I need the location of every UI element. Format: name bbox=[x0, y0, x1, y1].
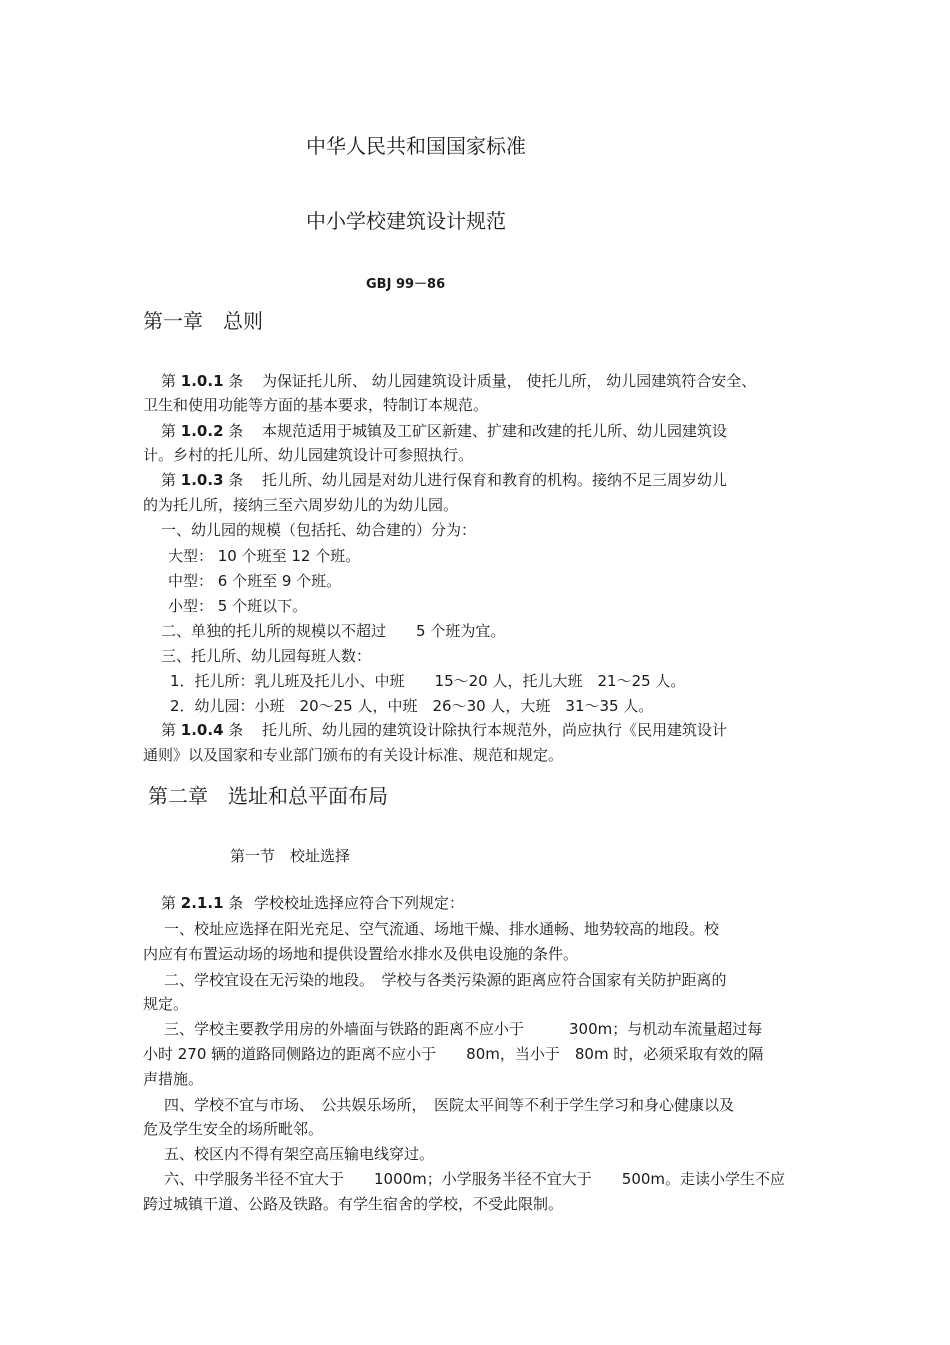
article-number: 2.1.1 bbox=[180, 894, 224, 912]
article-suffix: 条 bbox=[228, 894, 244, 912]
chapter-1-heading: 第一章 总则 bbox=[143, 309, 263, 333]
list-item: 五、校区内不得有架空高压输电线穿过。 bbox=[164, 1145, 435, 1163]
article-text-line: 卫生和使用功能等方面的基本要求，特制订本规范。 bbox=[143, 396, 489, 414]
article-suffix: 条 bbox=[228, 721, 244, 739]
list-item-continuation: 小时 270 辆的道路同侧路边的距离不应小于 80m，当小于 80m 时，必须采取有效的隔 bbox=[143, 1045, 764, 1063]
article-prefix: 第 bbox=[161, 721, 177, 739]
list-item: 二、单独的托儿所的规模以不超过 5 个班为宜。 bbox=[161, 622, 506, 640]
list-item-continuation: 跨过城镇干道、公路及铁路。有学生宿舍的学校，不受此限制。 bbox=[143, 1195, 564, 1213]
chapter-2-heading: 第二章 选址和总平面布局 bbox=[148, 784, 388, 808]
article-1-0-3 bbox=[161, 469, 243, 490]
section-heading: 第一节 校址选择 bbox=[230, 847, 351, 865]
article-1-0-2 bbox=[161, 420, 243, 441]
article-2-1-1 bbox=[161, 892, 243, 913]
article-text-line: 的为托儿所，接纳三至六周岁幼儿的为幼儿园。 bbox=[143, 496, 459, 514]
article-text-line: 计。乡村的托儿所、幼儿园建筑设计可参照执行。 bbox=[143, 446, 474, 464]
document-title: 中小学校建筑设计规范 bbox=[306, 209, 506, 233]
list-item: 一、校址应选择在阳光充足、空气流通、场地干燥、排水通畅、地势较高的地段。校 bbox=[164, 920, 720, 938]
list-item: 三、托儿所、幼儿园每班人数： bbox=[161, 647, 372, 665]
article-prefix: 第 bbox=[161, 471, 177, 489]
article-suffix: 条 bbox=[228, 422, 244, 440]
article-1-0-1 bbox=[161, 370, 243, 391]
list-item-continuation: 内应有布置运动场的场地和提供设置给水排水及供电设施的条件。 bbox=[143, 945, 579, 963]
article-number: 1.0.4 bbox=[180, 721, 224, 739]
article-text-line: 为保证托儿所、 幼儿园建筑设计质量， 使托儿所， 幼儿园建筑符合安全、 bbox=[262, 372, 757, 390]
article-number: 1.0.3 bbox=[180, 471, 224, 489]
article-suffix: 条 bbox=[228, 471, 244, 489]
article-text-line: 学校校址选择应符合下列规定： bbox=[254, 894, 465, 912]
list-item-continuation: 声措施。 bbox=[143, 1070, 204, 1088]
article-prefix: 第 bbox=[161, 422, 177, 440]
list-item: 大型： 10 个班至 12 个班。 bbox=[168, 547, 361, 565]
article-suffix: 条 bbox=[228, 372, 244, 390]
article-number: 1.0.1 bbox=[180, 372, 224, 390]
list-item-continuation: 规定。 bbox=[143, 995, 189, 1013]
list-item: 二、学校宜设在无污染的地段。 学校与各类污染源的距离应符合国家有关防护距离的 bbox=[164, 971, 727, 989]
article-prefix: 第 bbox=[161, 372, 177, 390]
list-item: 三、学校主要教学用房的外墙面与铁路的距离不应小于 300m；与机动车流量超过每 bbox=[164, 1020, 763, 1038]
list-item: 2．幼儿园：小班 20～25 人，中班 26～30 人，大班 31～35 人。 bbox=[170, 697, 654, 715]
article-number: 1.0.2 bbox=[180, 422, 224, 440]
list-item-continuation: 危及学生安全的场所毗邻。 bbox=[143, 1120, 324, 1138]
standard-code: GBJ 99－86 bbox=[366, 277, 446, 292]
article-text-line: 通则》以及国家和专业部门颁布的有关设计标准、规范和规定。 bbox=[143, 746, 564, 764]
article-text-line: 本规范适用于城镇及工矿区新建、扩建和改建的托儿所、幼儿园建筑设 bbox=[262, 422, 728, 440]
article-prefix: 第 bbox=[161, 894, 177, 912]
list-item: 一、幼儿园的规模（包括托、幼合建的）分为： bbox=[161, 521, 477, 539]
article-text-line: 托儿所、幼儿园的建筑设计除执行本规范外，尚应执行《民用建筑设计 bbox=[262, 721, 728, 739]
standard-org-title: 中华人民共和国国家标准 bbox=[306, 134, 526, 158]
list-item: 1．托儿所：乳儿班及托儿小、中班 15～20 人，托儿大班 21～25 人。 bbox=[170, 672, 686, 690]
article-1-0-4 bbox=[161, 719, 243, 740]
list-item: 中型： 6 个班至 9 个班。 bbox=[168, 572, 342, 590]
list-item: 六、中学服务半径不宜大于 1000m；小学服务半径不宜大于 500m。走读小学生不应 bbox=[164, 1170, 786, 1188]
article-text-line: 托儿所、幼儿园是对幼儿进行保育和教育的机构。接纳不足三周岁幼儿 bbox=[262, 471, 728, 489]
list-item: 小型： 5 个班以下。 bbox=[168, 597, 308, 615]
list-item: 四、学校不宜与市场、 公共娱乐场所， 医院太平间等不利于学生学习和身心健康以及 bbox=[164, 1096, 735, 1114]
